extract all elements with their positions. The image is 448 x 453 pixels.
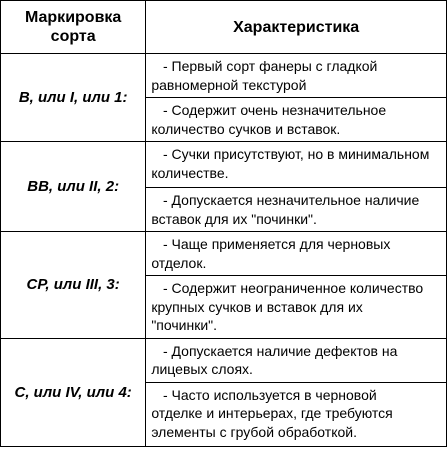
table-row [1,232,447,276]
description-cell [146,188,447,232]
description-text: - Первый сорт фанеры с гладкой равномерной текстурой [151,58,378,93]
description-cell [146,382,447,446]
description-cell [146,232,447,276]
header-row [1,1,447,54]
grade-label: B, или I, или 1: [1,54,146,142]
grade-label: BB, или II, 2: [1,142,146,232]
table-row [1,142,447,188]
description-text: - Сучки присутствуют, но в минимальном количестве. [151,146,430,181]
grade-label: CP, или III, 3: [1,232,146,339]
description-cell [146,54,447,98]
description-cell [146,276,447,339]
description-text: - Содержит очень незначительное количество сучков и вставок. [151,102,387,137]
description-text: - Чаще применяется для черновых отделок. [151,236,391,271]
header-grade-cell [1,1,146,54]
description-text: - Допускается незначительное наличие вставок для их "починки". [151,192,420,227]
description-cell [146,338,447,382]
header-grade-line2: сорта [50,28,96,45]
table-row [1,54,447,98]
description-text: - Содержит неограниченное количество крупных сучков и вставок для их "починки". [151,280,424,333]
grade-label: C, или IV, или 4: [1,338,146,446]
table-row [1,338,447,382]
description-cell [146,142,447,188]
description-text: - Допускается наличие дефектов на лицевых слоях. [151,342,398,377]
description-text: - Часто используется в черновой отделке и интерьерах, где требуются элементы с грубой обработкой. [151,386,393,440]
description-cell [146,98,447,142]
header-grade-line1: Маркировка [24,9,122,26]
header-characteristic-cell: Характеристика [146,1,447,54]
